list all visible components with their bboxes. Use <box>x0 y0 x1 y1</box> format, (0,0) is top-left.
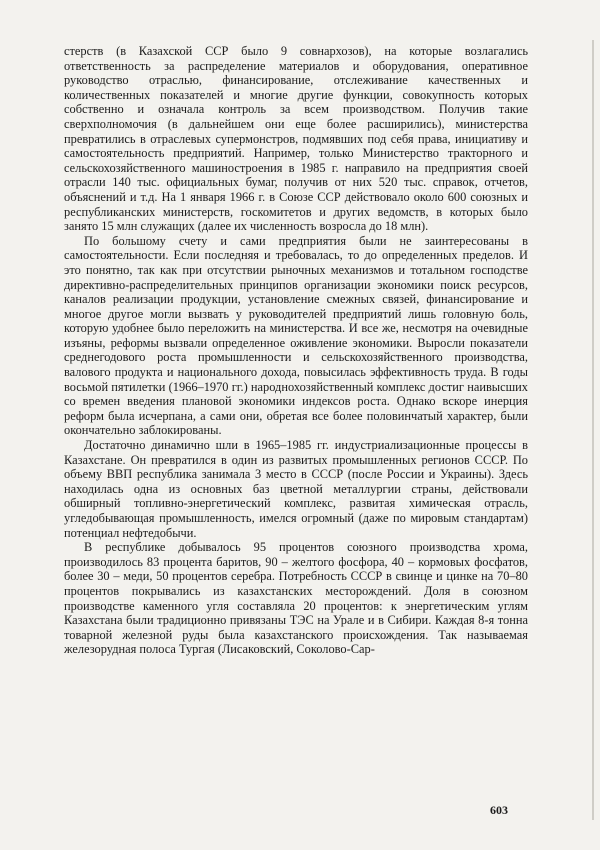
paragraph-4: В республике добывалось 95 процентов союзного производства хрома, производилось 83 процента баритов, 90 – желтого фосфора, 40 – кормовых фосфатов, более 30 – меди, 50 процентов серебра. Потребность СССР в свинце и цинке на 70–80 процентов покрывались из казахстанских месторождений. Доля в союзном производстве каменного угля составляла 20 процентов: к энергетическим углям Казахстана были традиционно привязаны ТЭС на Урале и в Сибири. Каждая 8-я тонна товарной железной руды была казахстанского происхождения. Так называемая железорудная полоса Тургая (Лисаковский, Соколово-Сар- <box>64 540 528 657</box>
document-page <box>64 44 528 657</box>
paragraph-3: Достаточно динамично шли в 1965–1985 гг. индустриализационные процессы в Казахстане. Он превратился в один из развитых промышленных регионов СССР. По объему ВВП республика занимала 3 место в СССР (после России и Украины). Здесь находилась одна из основных баз цветной металлургии страны, действовали обширный топливно-энергетический комплекс, развитая химическая отрасль, угледобывающая промышленность, имелся огромный (даже по мировым стандартам) потенциал нефтедобычи. <box>64 438 528 540</box>
page-number: 603 <box>490 803 508 817</box>
paragraph-2: По большому счету и сами предприятия были не заинтересованы в самостоятельности. Если последняя и требовалась, то до определенных пределов. И это понятно, так как при отсутствии рыночных механизмов и тотальном господстве директивно-распределительных принципов организации экономики поиск ресурсов, каналов реализации продукции, установление смежных связей, финансирование и многое другое могли вызвать у руководителей предприятий лишь головную боль, которую удобнее было переложить на министерства. И все же, несмотря на очевидные изъяны, реформы вызвали определенное оживление экономики. Выросли показатели среднегодового роста промышленности и сельскохозяйственного производства, валового продукта и национального дохода, повысилась эффективность труда. В годы восьмой пятилетки (1966–1970 гг.) народнохозяйственный комплекс достиг наивысших со времен введения плановой экономики индексов роста. Однако вскоре инерция реформ была исчерпана, а сами они, обретая все более половинчатый характер, были окончательно заблокированы. <box>64 233 528 438</box>
paragraph-1: стерств (в Казахской ССР было 9 совнархозов), на которые возлагались ответственность за распределение материалов и оборудования, оперативное руководство отраслью, финансирование, отслеживание качественных и количественных показателей и многие другие функции, совокупность которых собственно и означала контроль за всем производством. Получив такие сверхполномочия (в дальнейшем они еще более расширились), министерства превратились в отраслевых супермонстров, подмявших под себя права, инициативу и самостоятельность предприятий. Например, только Министерство тракторного и сельскохозяйственного машиностроения в 1985 г. направило на предприятия своей отрасли 140 тыс. официальных бумаг, получив от них 520 тыс. справок, отчетов, объяснений и т.д. На 1 января 1966 г. в Союзе ССР действовало около 600 союзных и республиканских министерств, госкомитетов и других ведомств, в которых было занято 15 млн служащих (далее их численность возросла до 18 млн). <box>64 44 528 234</box>
page-edge-shadow <box>592 40 594 820</box>
